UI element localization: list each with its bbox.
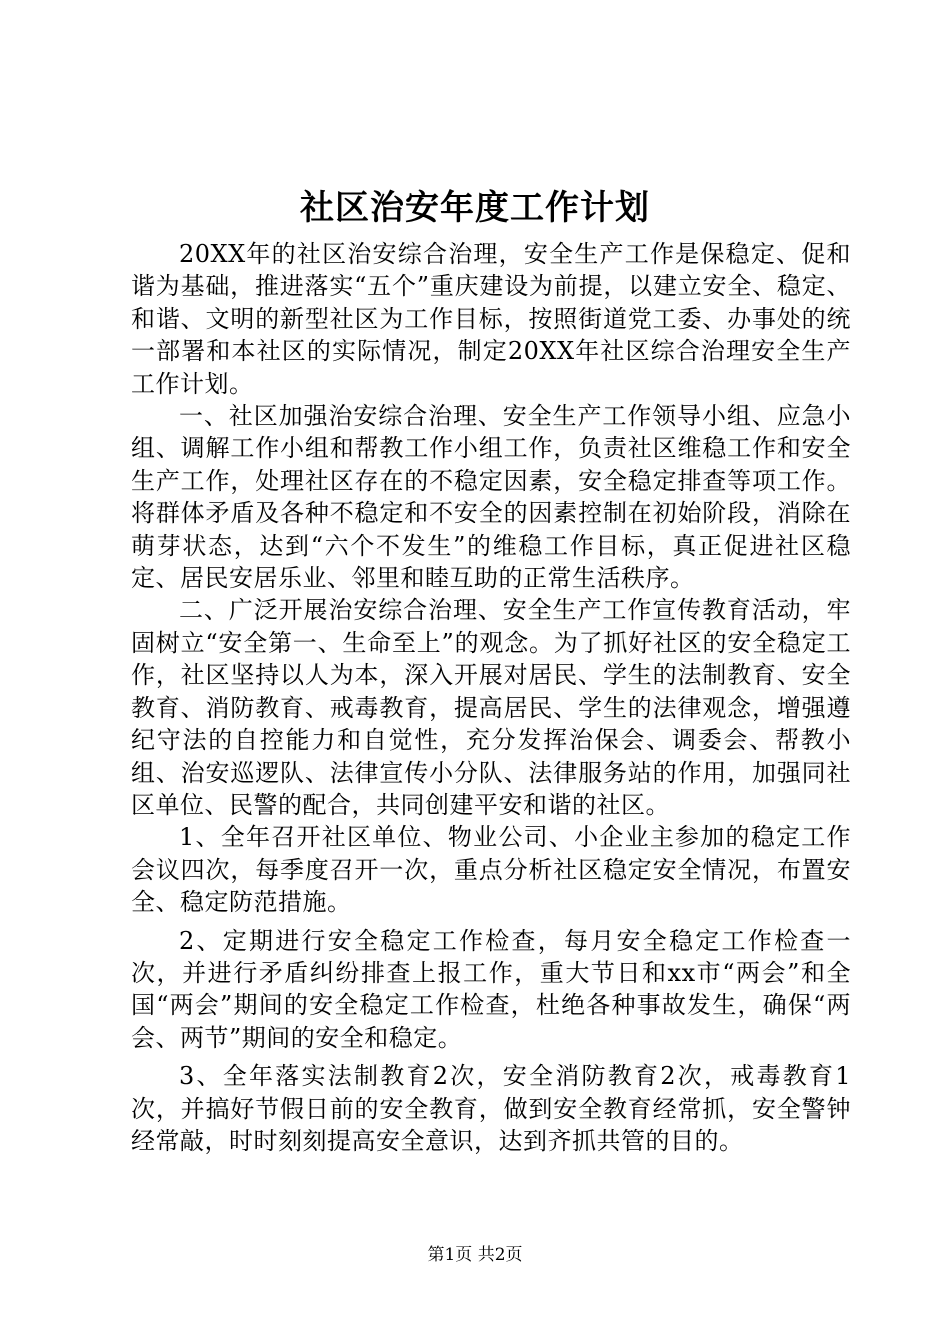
intro-paragraph: 20XX年的社区治安综合治理，安全生产工作是保稳定、促和谐为基础，推进落实“五个”重庆建设为前提，以建立安全、稳定、和谐、文明的新型社区为工作目标，按照街道党工委、办事处的统一部署和本社区的实际情况，制定20XX年社区综合治理安全生产工作计划。 (131, 240, 851, 398)
section-one-paragraph: 一、社区加强治安综合治理、安全生产工作领导小组、应急小组、调解工作小组和帮教工作小组工作，负责社区维稳工作和安全生产工作，处理社区存在的不稳定因素，安全稳定排查等项工作。将群体矛盾及各种不稳定和不安全的因素控制在初始阶段，消除在萌芽状态，达到“六个不发生”的维稳工作目标，真正促进社区稳定、居民安居乐业、邻里和睦互助的正常生活秩序。 (131, 402, 851, 593)
document-title: 社区治安年度工作计划 (300, 188, 650, 228)
document-body (131, 238, 851, 1157)
item-two-paragraph: 2、定期进行安全稳定工作检查，每月安全稳定工作检查一次，并进行矛盾纠纷排查上报工作，重大节日和xx市“两会”和全国“两会”期间的安全稳定工作检查，杜绝各种事故发生，确保“两会、两节”期间的安全和稳定。 (131, 926, 851, 1052)
item-one-paragraph: 1、全年召开社区单位、物业公司、小企业主参加的稳定工作会议四次，每季度召开一次，重点分析社区稳定安全情况，布置安全、稳定防范措施。 (131, 823, 851, 917)
item-three-paragraph: 3、全年落实法制教育2次，安全消防教育2次，戒毒教育1次，并搞好节假日前的安全教育，做到安全教育经常抓，安全警钟经常敲，时时刻刻提高安全意识，达到齐抓共管的目的。 (131, 1062, 851, 1155)
page-footer: 第1页 共2页 (427, 1245, 523, 1265)
section-two-paragraph: 二、广泛开展治安综合治理、安全生产工作宣传教育活动，牢固树立“安全第一、生命至上”的观念。为了抓好社区的安全稳定工作，社区坚持以人为本，深入开展对居民、学生的法制教育、安全教育、消防教育、戒毒教育，提高居民、学生的法律观念，增强遵纪守法的自控能力和自觉性，充分发挥治保会、调委会、帮教小组、治安巡逻队、法律宣传小分队、法律服务站的作用，加强同社区单位、民警的配合，共同创建平安和谐的社区。 (131, 596, 851, 819)
